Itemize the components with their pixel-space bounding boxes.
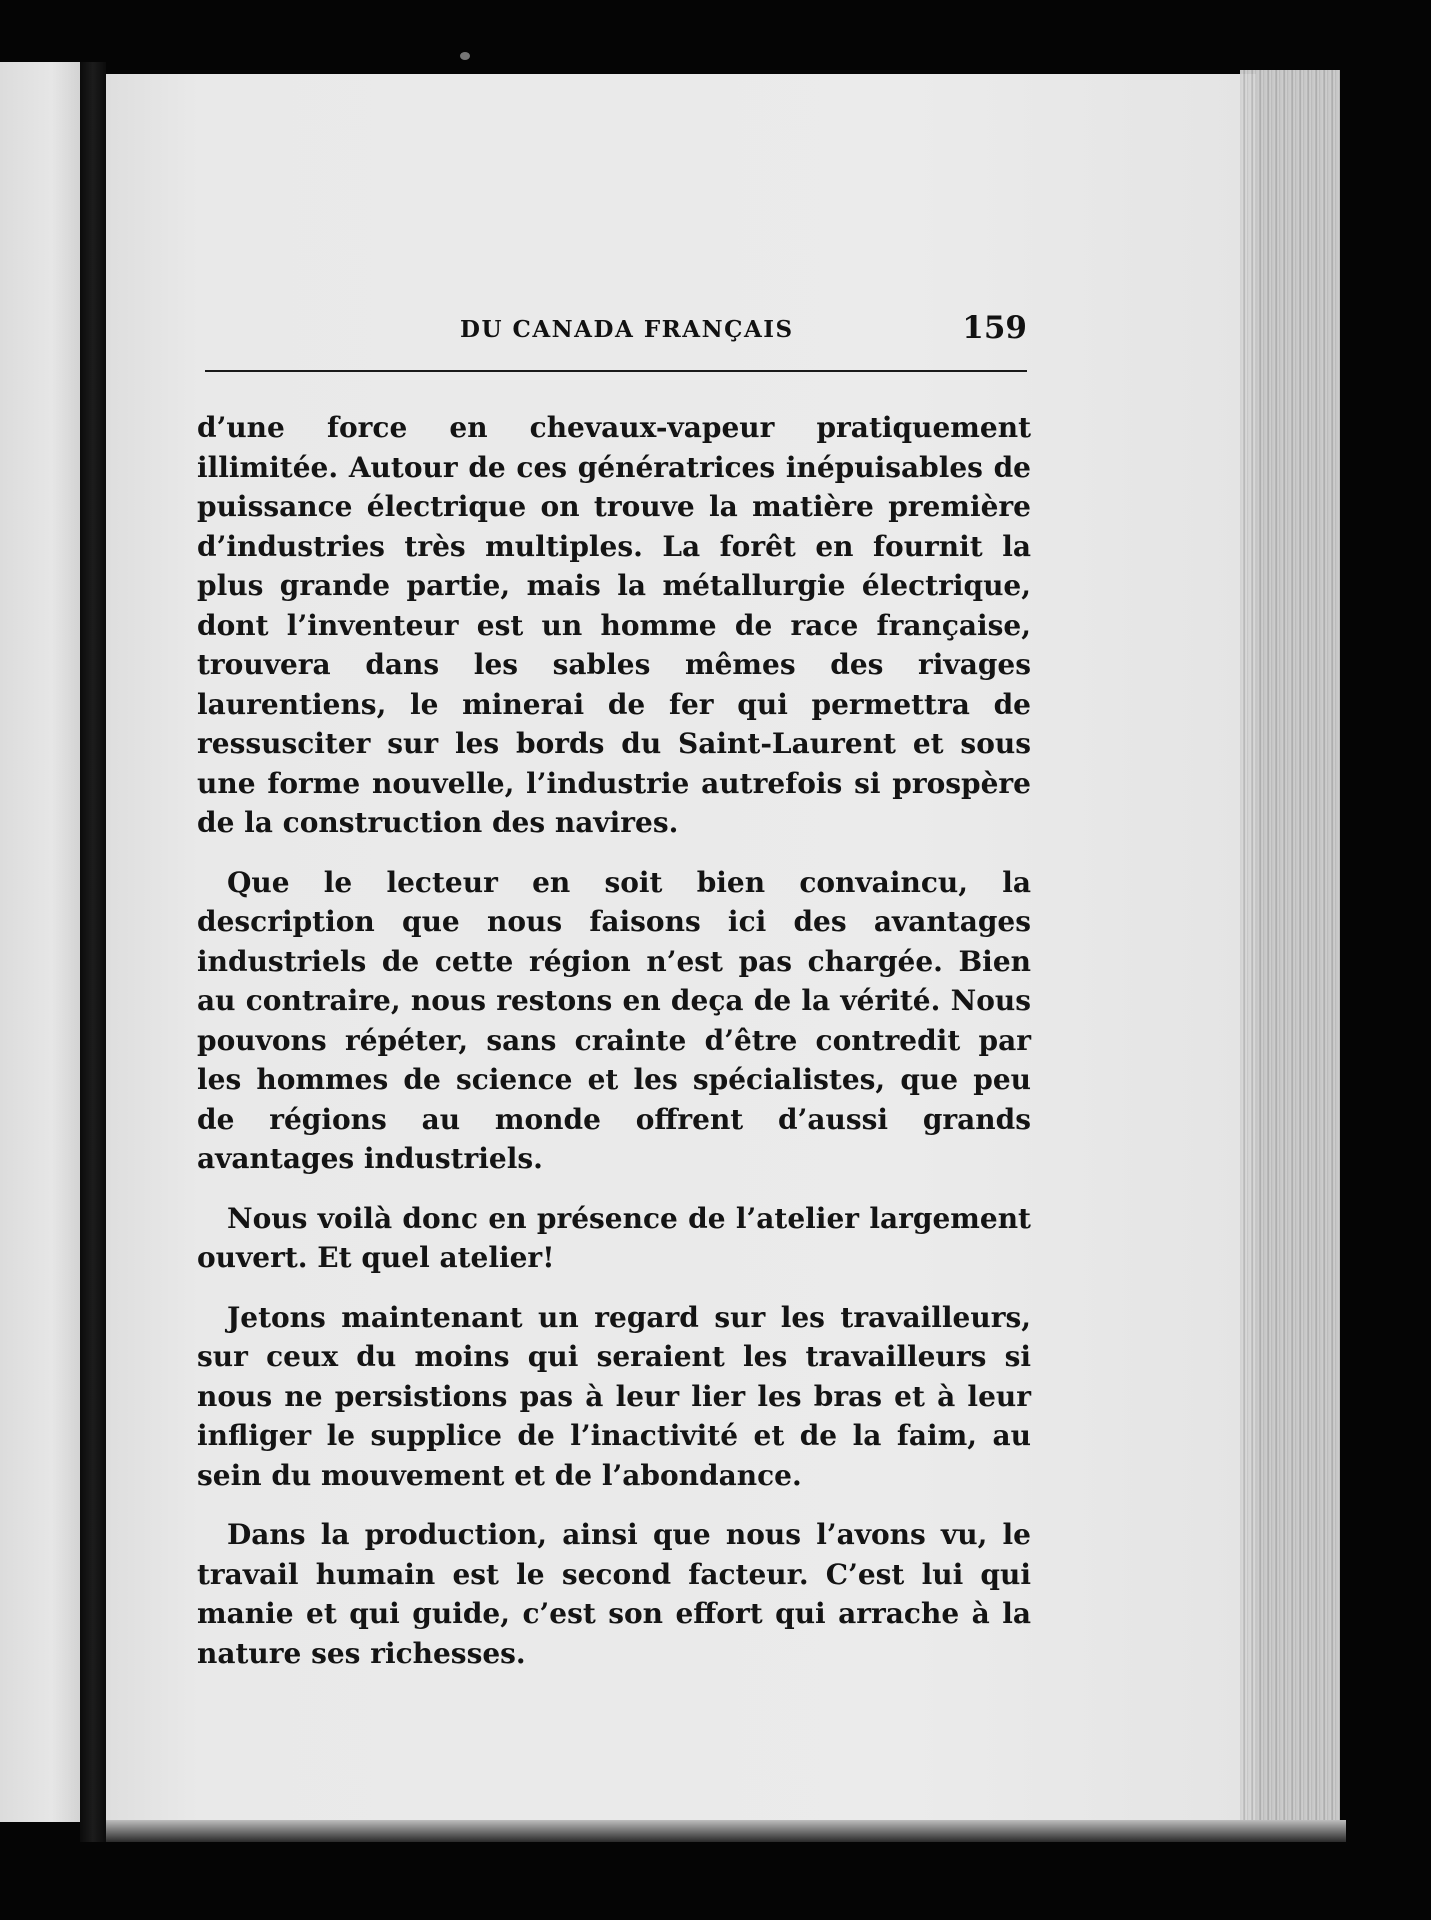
running-title: DU CANADA FRANÇAIS (460, 316, 794, 343)
paragraph: Jetons maintenant un regard sur les travailleurs, sur ceux du moins qui seraient les travailleurs si nous ne persistions pas à leur lier les bras et à leur infliger le supplice de l’inactivité et de la faim, au sein du mouvement et de l’abondance. (197, 1300, 1031, 1492)
dust-speck (460, 52, 470, 60)
paragraph: d’une force en chevaux-vapeur pratiquement illimitée. Autour de ces génératrices inépuisables de puissance électrique on trouve la matière première d’industries très multiples. La forêt en fournit la plus grande partie, mais la métallurgie électrique, dont l’inventeur est un homme de race française, trouvera dans les sables mêmes des rivages laurentiens, le minerai de fer qui permettra de ressusciter sur les bords du Saint-Laurent et sous une forme nouvelle, l’industrie autrefois si prospère de la construction des navires. (197, 411, 1031, 839)
page-bottom-shadow (106, 1820, 1346, 1842)
book-spine-shadow (80, 62, 106, 1842)
page-number: 159 (962, 310, 1027, 346)
paragraph: Que le lecteur en soit bien convaincu, la description que nous faisons ici des avantages industriels de cette région n’est pas chargée. Bien au contraire, nous restons en deça de la vérité. Nous pouvons répéter, sans crainte d’être contredit par les hommes de science et les spécialistes, que peu de régions au monde offrent d’aussi grands avantages industriels. (197, 865, 1031, 1175)
paragraph: Nous voilà donc en présence de l’atelier largement ouvert. Et quel atelier! (197, 1201, 1031, 1274)
paragraph: Dans la production, ainsi que nous l’avons vu, le travail humain est le second facteur. C’est lui qui manie et qui guide, c’est son effort qui arrache à la nature ses richesses. (197, 1518, 1031, 1670)
body-text (197, 408, 1031, 1693)
page-edges (1240, 70, 1340, 1840)
page-header (205, 310, 1027, 356)
left-page-edge (0, 62, 86, 1822)
header-rule (205, 370, 1027, 372)
